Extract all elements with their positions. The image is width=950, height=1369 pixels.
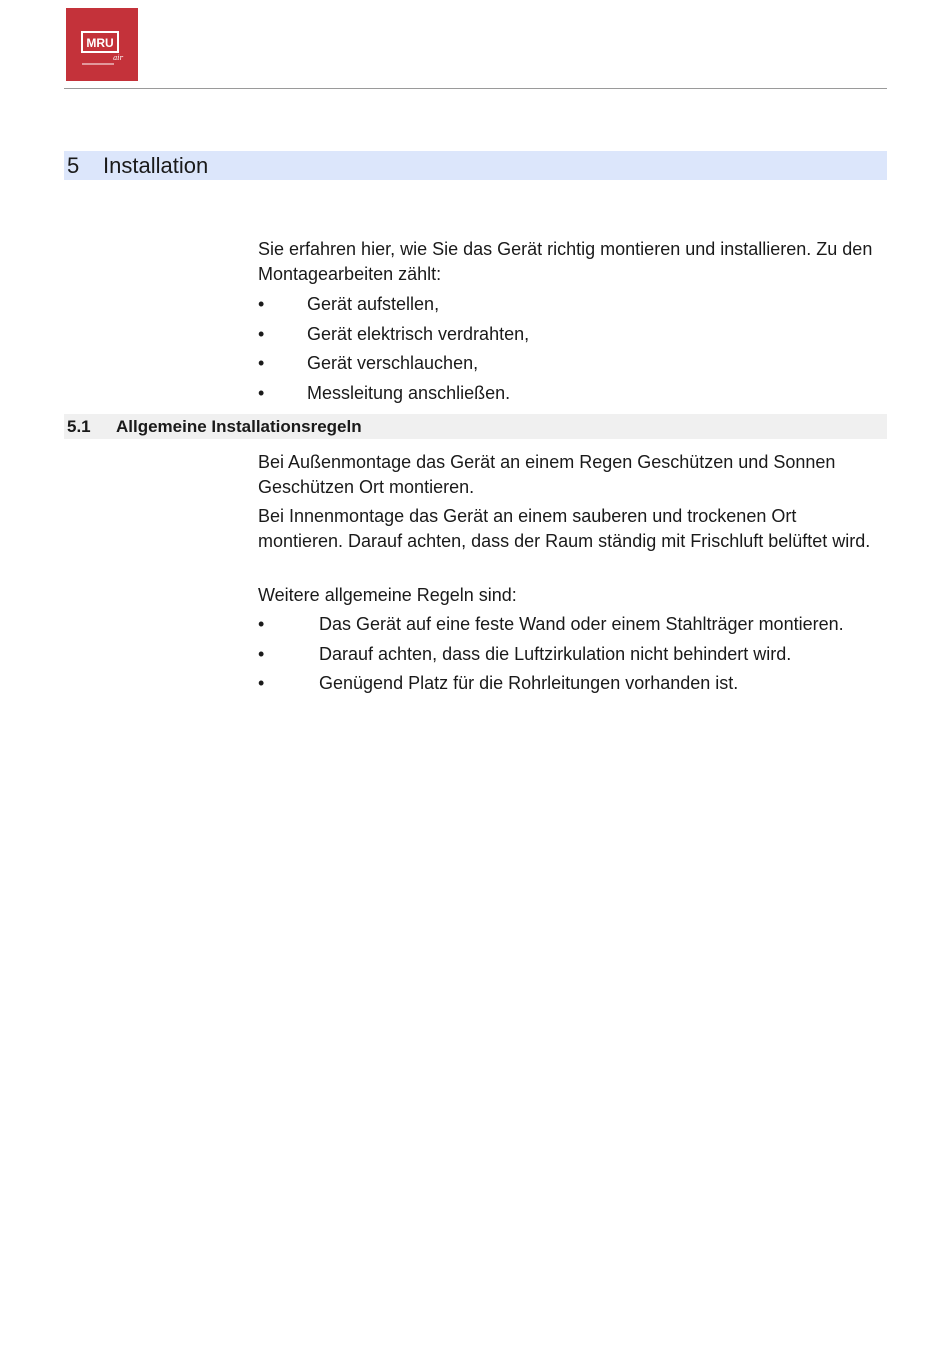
list-item xyxy=(258,671,880,701)
list-item-text: Gerät verschlauchen, xyxy=(307,353,479,374)
general-rules-intro: Weitere allgemeine Regeln sind: xyxy=(258,585,517,605)
bullet: • xyxy=(258,673,265,694)
bullet: • xyxy=(258,614,265,634)
list-item xyxy=(258,322,880,352)
section-title: Installation xyxy=(103,152,209,178)
logo-subtext: air xyxy=(113,54,123,62)
list-item xyxy=(258,381,880,411)
general-rules-list xyxy=(258,612,880,701)
bullet: • xyxy=(258,353,265,374)
outdoor-mounting-paragraph: Bei Außenmontage das Gerät an einem Regen Geschützen und Sonnen Geschützen Ort montieren. xyxy=(258,452,836,497)
bullet: • xyxy=(258,323,265,344)
list-item-text: Darauf achten, dass die Luftzirkulation nicht behindert wird. xyxy=(319,643,792,664)
bullet: • xyxy=(258,382,265,403)
list-item-text: Genügend Platz für die Rohrleitungen vorhanden ist. xyxy=(319,673,739,694)
list-item-text: Das Gerät auf eine feste Wand oder einem Stahlträger montieren. xyxy=(319,614,844,634)
bullet: • xyxy=(258,294,265,314)
list-item xyxy=(258,612,880,642)
installation-steps-list xyxy=(258,292,880,410)
header-divider xyxy=(64,88,887,89)
subsection-title: Allgemeine Installationsregeln xyxy=(116,416,362,436)
subsection-heading xyxy=(64,414,887,439)
list-item-text: Gerät aufstellen, xyxy=(307,294,440,314)
bullet: • xyxy=(258,643,265,664)
logo-graphic xyxy=(66,8,138,81)
list-item xyxy=(258,292,880,322)
section-heading xyxy=(64,151,887,180)
list-item xyxy=(258,351,880,381)
logo-text: MRU xyxy=(86,36,114,50)
list-item xyxy=(258,642,880,672)
section-number: 5 xyxy=(67,152,80,178)
company-logo xyxy=(66,8,138,81)
intro-paragraph: Sie erfahren hier, wie Sie das Gerät richtig montieren und installieren. Zu den Montagearbeiten zählt: xyxy=(258,239,873,284)
indoor-mounting-paragraph: Bei Innenmontage das Gerät an einem sauberen und trockenen Ort montieren. Darauf achten, dass der Raum ständig mit Frischluft belüftet wird. xyxy=(258,506,871,551)
subsection-number: 5.1 xyxy=(67,416,91,436)
list-item-text: Gerät elektrisch verdrahten, xyxy=(307,323,530,344)
list-item-text: Messleitung anschließen. xyxy=(307,382,511,403)
